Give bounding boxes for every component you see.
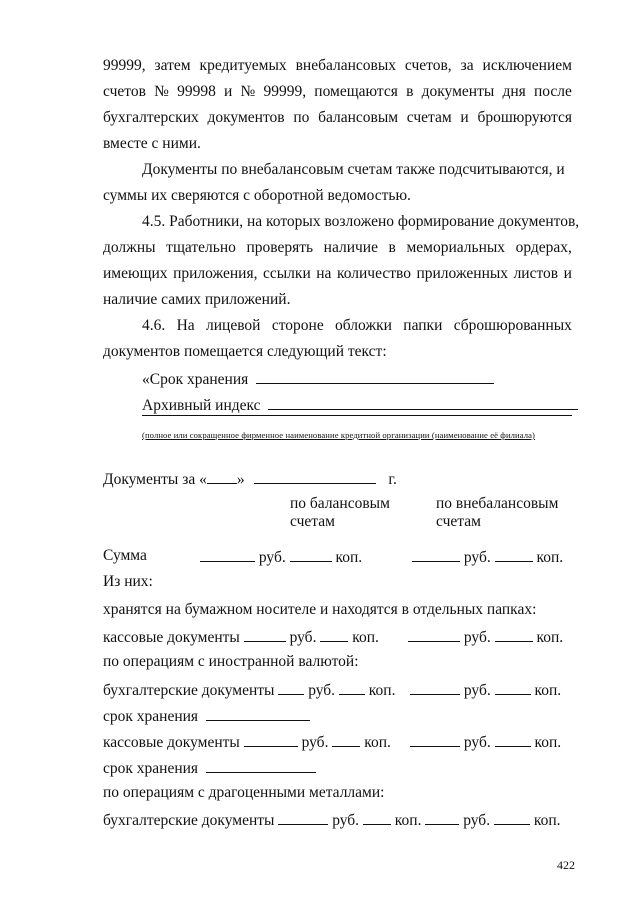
rub-blank <box>412 547 460 562</box>
paragraph-line: Документы по внебалансовым счетам также подсчитываются, и <box>142 161 565 178</box>
rub-blank <box>244 732 298 747</box>
sum-offbalance <box>412 547 563 567</box>
fx-storage-term-row <box>103 706 310 726</box>
word: и <box>563 265 572 282</box>
day-blank <box>207 469 237 484</box>
paragraph-line: документов помещается следующий текст: <box>103 343 387 360</box>
word: На <box>176 317 195 334</box>
paragraph-line <box>142 317 572 335</box>
storage-term-label: срок хранения <box>103 708 199 725</box>
word: количество <box>336 265 411 282</box>
word: 99998 <box>177 83 216 100</box>
rub-label: руб. <box>463 549 491 566</box>
kop-blank <box>494 810 530 825</box>
word: и <box>224 83 233 100</box>
word: тщательно <box>166 239 236 256</box>
word: № <box>154 83 169 100</box>
word: балансовым <box>318 109 399 126</box>
kop-blank <box>332 732 360 747</box>
rub-label: руб. <box>308 682 336 699</box>
archive-index-label: Архивный индекс <box>142 397 261 414</box>
rub-label: руб. <box>463 629 491 646</box>
month-blank <box>254 469 376 484</box>
cash-docs-label: кассовые документы <box>103 629 240 646</box>
rub-label: руб. <box>463 682 491 699</box>
fx-acct-docs-offbalance <box>410 680 561 700</box>
paragraph-line: наличие самих приложений. <box>103 291 291 308</box>
rub-blank <box>244 627 286 642</box>
year-suffix: г. <box>388 471 397 488</box>
word: наличие <box>323 239 378 256</box>
kop-blank <box>290 547 332 562</box>
rub-label: руб. <box>289 629 317 646</box>
kop-label: коп. <box>394 812 422 829</box>
word: лицевой <box>206 317 261 334</box>
word: папки <box>403 317 443 334</box>
fx-cash-docs-offbalance <box>410 732 561 752</box>
word: на <box>316 265 332 282</box>
kop-label: коп. <box>352 629 379 646</box>
fx-operations-label: по операциям с иностранной валютой: <box>103 653 359 670</box>
sum-label: Сумма <box>103 547 147 564</box>
word: листов <box>513 265 559 282</box>
cash-docs-label: кассовые документы <box>103 734 240 751</box>
word: стороне <box>271 317 324 334</box>
word: приложения, <box>173 265 258 282</box>
word: исключением <box>482 57 572 74</box>
word: 99999, <box>103 57 146 74</box>
kop-blank <box>363 810 391 825</box>
metal-acct-docs-row <box>103 810 561 830</box>
word: имеющих <box>103 265 168 282</box>
word: ссылки <box>263 265 311 282</box>
column-header-balance-1: по балансовым <box>290 495 390 512</box>
rub-blank <box>278 810 328 825</box>
word: сброшюрованных <box>453 317 572 334</box>
fx-cash-docs-row <box>103 732 391 752</box>
org-name-line <box>142 415 572 416</box>
rub-label: руб. <box>258 549 286 566</box>
column-header-balance-2: счетам <box>290 513 335 530</box>
org-name-note: (полное или сокращенное фирменное наименование кредитной организации (наименование её филиала) <box>142 430 536 440</box>
word: документы <box>421 83 495 100</box>
word: в <box>406 83 414 100</box>
archive-index-blank <box>268 395 578 410</box>
acct-docs-label: бухгалтерские документы <box>103 812 275 829</box>
paragraph-line: 4.5. Работники, на которых возложено формирование документов, <box>142 213 580 230</box>
kop-blank <box>495 627 533 642</box>
paragraph-line: суммы их сверяются с оборотной ведомостью. <box>103 187 411 204</box>
word: брошюруются <box>477 109 572 126</box>
rub-blank <box>410 680 460 695</box>
paragraph-line <box>103 239 572 257</box>
metal-operations-label: по операциям с драгоценными металлами: <box>103 784 385 801</box>
kop-blank <box>495 680 531 695</box>
rub-blank <box>410 732 460 747</box>
word: счетов <box>103 83 146 100</box>
word: счетов, <box>404 57 452 74</box>
word: обложки <box>335 317 392 334</box>
fx-acct-docs-row <box>103 680 395 700</box>
word: должны <box>103 239 156 256</box>
word: после <box>533 83 572 100</box>
column-header-offbalance-2: счетам <box>436 513 481 530</box>
word: мемориальных <box>406 239 506 256</box>
word: затем <box>154 57 191 74</box>
kop-label: коп. <box>335 549 363 566</box>
cash-docs-row <box>103 627 379 647</box>
word: ордерах, <box>515 239 572 256</box>
rub-label: руб. <box>301 734 329 751</box>
kop-blank <box>495 547 533 562</box>
storage-term-row <box>142 369 494 389</box>
word: счетам <box>406 109 452 126</box>
word: проверять <box>246 239 314 256</box>
archive-index-row <box>142 395 578 415</box>
kop-label: коп. <box>364 734 391 751</box>
cash-docs-offbalance <box>408 627 563 647</box>
word: за <box>460 57 474 74</box>
column-header-offbalance-1: по внебалансовым <box>436 495 559 512</box>
word: по <box>293 109 310 126</box>
rub-blank <box>425 810 459 825</box>
page-number: 422 <box>557 858 575 872</box>
storage-term-blank <box>206 758 316 773</box>
storage-term-label: срок хранения <box>103 760 199 777</box>
rub-blank <box>278 680 304 695</box>
kop-label: коп. <box>368 682 396 699</box>
word: дня <box>502 83 526 100</box>
storage-term-label: «Срок хранения <box>142 371 249 388</box>
word: внебалансовых <box>295 57 396 74</box>
storage-term-blank <box>206 706 310 721</box>
word: кредитуемых <box>199 57 287 74</box>
kop-label: коп. <box>536 629 564 646</box>
rub-label: руб. <box>332 812 360 829</box>
word: документов <box>207 109 285 126</box>
kop-blank <box>320 627 348 642</box>
documents-for-label: Документы за « <box>103 471 207 488</box>
kop-label: коп. <box>533 812 561 829</box>
fx-cash-storage-term-row <box>103 758 316 778</box>
word: приложенных <box>416 265 509 282</box>
word: помещаются <box>314 83 398 100</box>
kop-blank <box>339 680 365 695</box>
kop-label: коп. <box>536 549 564 566</box>
paragraph-line <box>103 57 572 75</box>
rub-blank <box>200 547 255 562</box>
word: 4.6. <box>142 317 166 334</box>
kop-label: коп. <box>534 734 562 751</box>
word: и <box>460 109 469 126</box>
word: 99999, <box>263 83 307 100</box>
paper-storage-line: хранятся на бумажном носителе и находятся в отдельных папках: <box>103 601 537 618</box>
paragraph-line <box>103 109 572 127</box>
storage-term-blank <box>256 369 494 384</box>
rub-blank <box>408 627 460 642</box>
paragraph-line: вместе с ними. <box>103 135 201 152</box>
rub-label: руб. <box>463 812 491 829</box>
quote-close: » <box>236 471 245 488</box>
sum-balance <box>200 547 362 567</box>
paragraph-line <box>103 83 572 101</box>
paragraph-line <box>103 265 572 283</box>
word: в <box>388 239 396 256</box>
documents-for-row <box>103 469 397 489</box>
rub-label: руб. <box>463 734 491 751</box>
kop-blank <box>495 732 531 747</box>
word: № <box>240 83 256 100</box>
kop-label: коп. <box>534 682 562 699</box>
word: бухгалтерских <box>103 109 199 126</box>
of-them-label: Из них: <box>103 573 153 590</box>
acct-docs-label: бухгалтерские документы <box>103 682 275 699</box>
